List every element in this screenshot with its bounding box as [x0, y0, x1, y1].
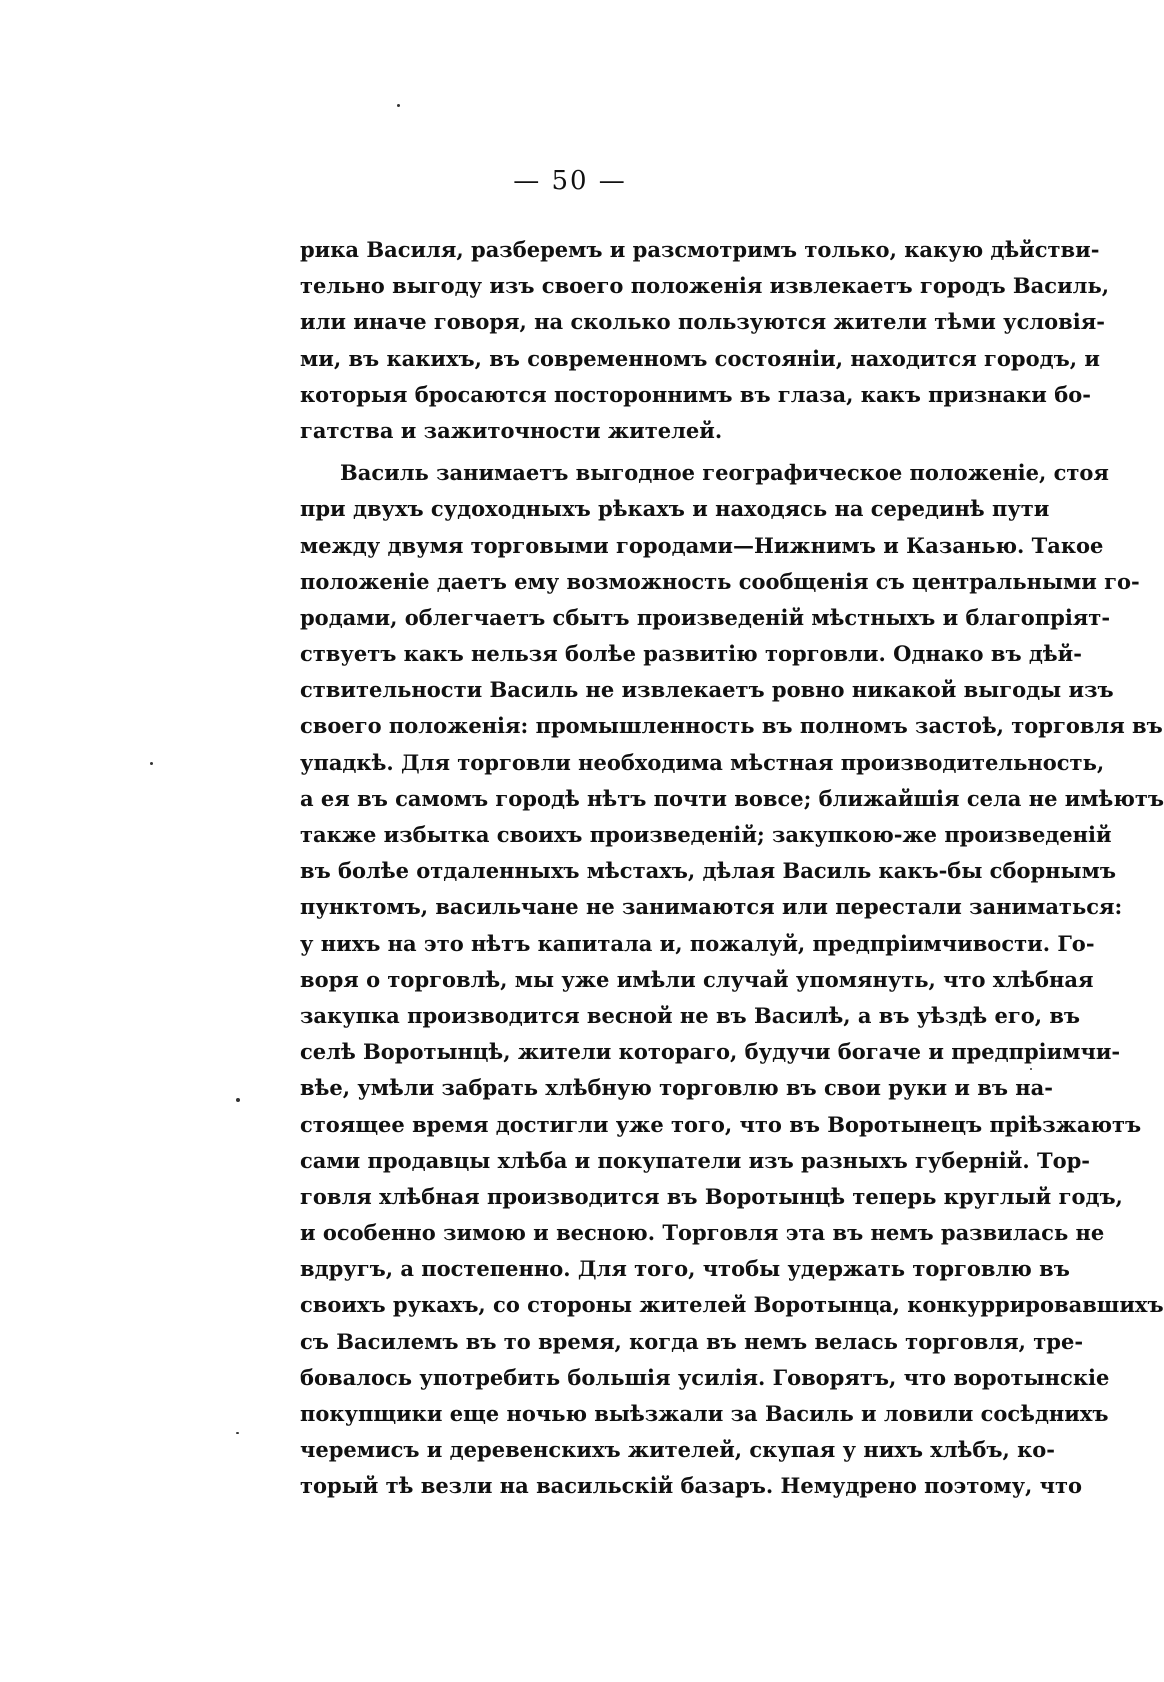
- text-line: покупщики еще ночью выѣзжали за Василь и ловили сосѣднихъ: [300, 1401, 1109, 1426]
- text-line: гатства и зажиточности жителей.: [300, 417, 723, 443]
- print-speck: [397, 104, 400, 107]
- text-line: стоящее время достигли уже того, что въ Воротынецъ пріѣзжаютъ: [300, 1111, 1142, 1137]
- text-line: рика Василя, разберемъ и разсмотримъ только, какую дѣйстви-: [300, 237, 1100, 262]
- text-line: или иначе говоря, на сколько пользуются жители тѣми условія-: [300, 309, 1105, 335]
- text-line: въ болѣе отдаленныхъ мѣстахъ, дѣлая Василь какъ-бы сборнымъ: [300, 858, 1116, 884]
- text-line: тельно выгоду изъ своего положенія извлекаетъ городъ Василь,: [300, 273, 1110, 299]
- text-line: ми, въ какихъ, въ современномъ состояніи, находится городъ, и: [300, 345, 1100, 371]
- text-line: и особенно зимою и весною. Торговля эта въ немъ развилась не: [300, 1220, 1105, 1246]
- text-line: бовалось употребить большія усилія. Говорятъ, что воротынскіе: [300, 1364, 1110, 1390]
- text-line: а ея въ самомъ городѣ нѣтъ почти вовсе; ближайшія села не имѣютъ: [300, 785, 1164, 811]
- text-line: торый тѣ везли на васильскій базаръ. Немудрено поэтому, что: [300, 1473, 1083, 1499]
- text-line: между двумя торговыми городами—Нижнимъ и Казанью. Такое: [300, 532, 1104, 558]
- text-line: упадкѣ. Для торговли необходима мѣстная производительность,: [300, 749, 1105, 775]
- text-line: вдругъ, а постепенно. Для того, чтобы удержать торговлю въ: [300, 1256, 1070, 1282]
- text-line: селѣ Воротынцѣ, жители котораго, будучи богаче и предпріимчи-: [300, 1039, 1121, 1065]
- print-speck: [1030, 1068, 1032, 1070]
- text-line: родами, облегчаетъ сбытъ произведеній мѣстныхъ и благопріят-: [300, 604, 1111, 630]
- paragraph-2: [300, 455, 1164, 1504]
- text-line: съ Василемъ въ то время, когда въ немъ велась торговля, тре-: [300, 1328, 1084, 1354]
- text-line: которыя бросаются постороннимъ въ глаза, какъ признаки бо-: [300, 381, 1091, 407]
- print-speck: [236, 1098, 240, 1102]
- text-line: своихъ рукахъ, со стороны жителей Воротынца, конкуррировавшихъ: [300, 1292, 1164, 1318]
- text-line: своего положенія: промышленность въ полномъ застоѣ, торговля въ: [300, 713, 1163, 739]
- paragraph-1: [300, 232, 1110, 449]
- text-line: у нихъ на это нѣтъ капитала и, пожалуй, предпріимчивости. Го-: [300, 930, 1095, 956]
- text-line: черемисъ и деревенскихъ жителей, скупая у нихъ хлѣбъ, ко-: [300, 1437, 1055, 1463]
- text-line: сами продавцы хлѣба и покупатели изъ разныхъ губерній. Тор-: [300, 1147, 1090, 1173]
- text-line: говля хлѣбная производится въ Воротынцѣ теперь круглый годъ,: [300, 1183, 1123, 1209]
- text-line: ствуетъ какъ нельзя болѣе развитію торговли. Однако въ дѣй-: [300, 641, 1082, 667]
- text-line: закупка производится весной не въ Василѣ, а въ уѣздѣ его, въ: [300, 1002, 1081, 1028]
- print-speck: [236, 1432, 239, 1434]
- text-line: пунктомъ, васильчане не занимаются или перестали заниматься:: [300, 894, 1123, 920]
- text-line: Василь занимаетъ выгодное географическое положеніе, стоя: [340, 460, 1109, 486]
- text-line: положеніе даетъ ему возможность сообщенія съ центральными го-: [300, 568, 1140, 594]
- page-number: — 50 —: [513, 166, 627, 196]
- text-line: ствительности Василь не извлекаетъ ровно никакой выгоды изъ: [300, 677, 1114, 703]
- print-speck: [150, 762, 153, 765]
- text-line: вѣе, умѣли забрать хлѣбную торговлю въ свои руки и въ на-: [300, 1075, 1053, 1101]
- text-line: также избытка своихъ произведеній; закупкою-же произведеній: [300, 822, 1112, 847]
- text-line: воря о торговлѣ, мы уже имѣли случай упомянуть, что хлѣбная: [300, 966, 1094, 992]
- body-text: [300, 232, 1164, 1505]
- text-line: при двухъ судоходныхъ рѣкахъ и находясь на серединѣ пути: [300, 496, 1050, 522]
